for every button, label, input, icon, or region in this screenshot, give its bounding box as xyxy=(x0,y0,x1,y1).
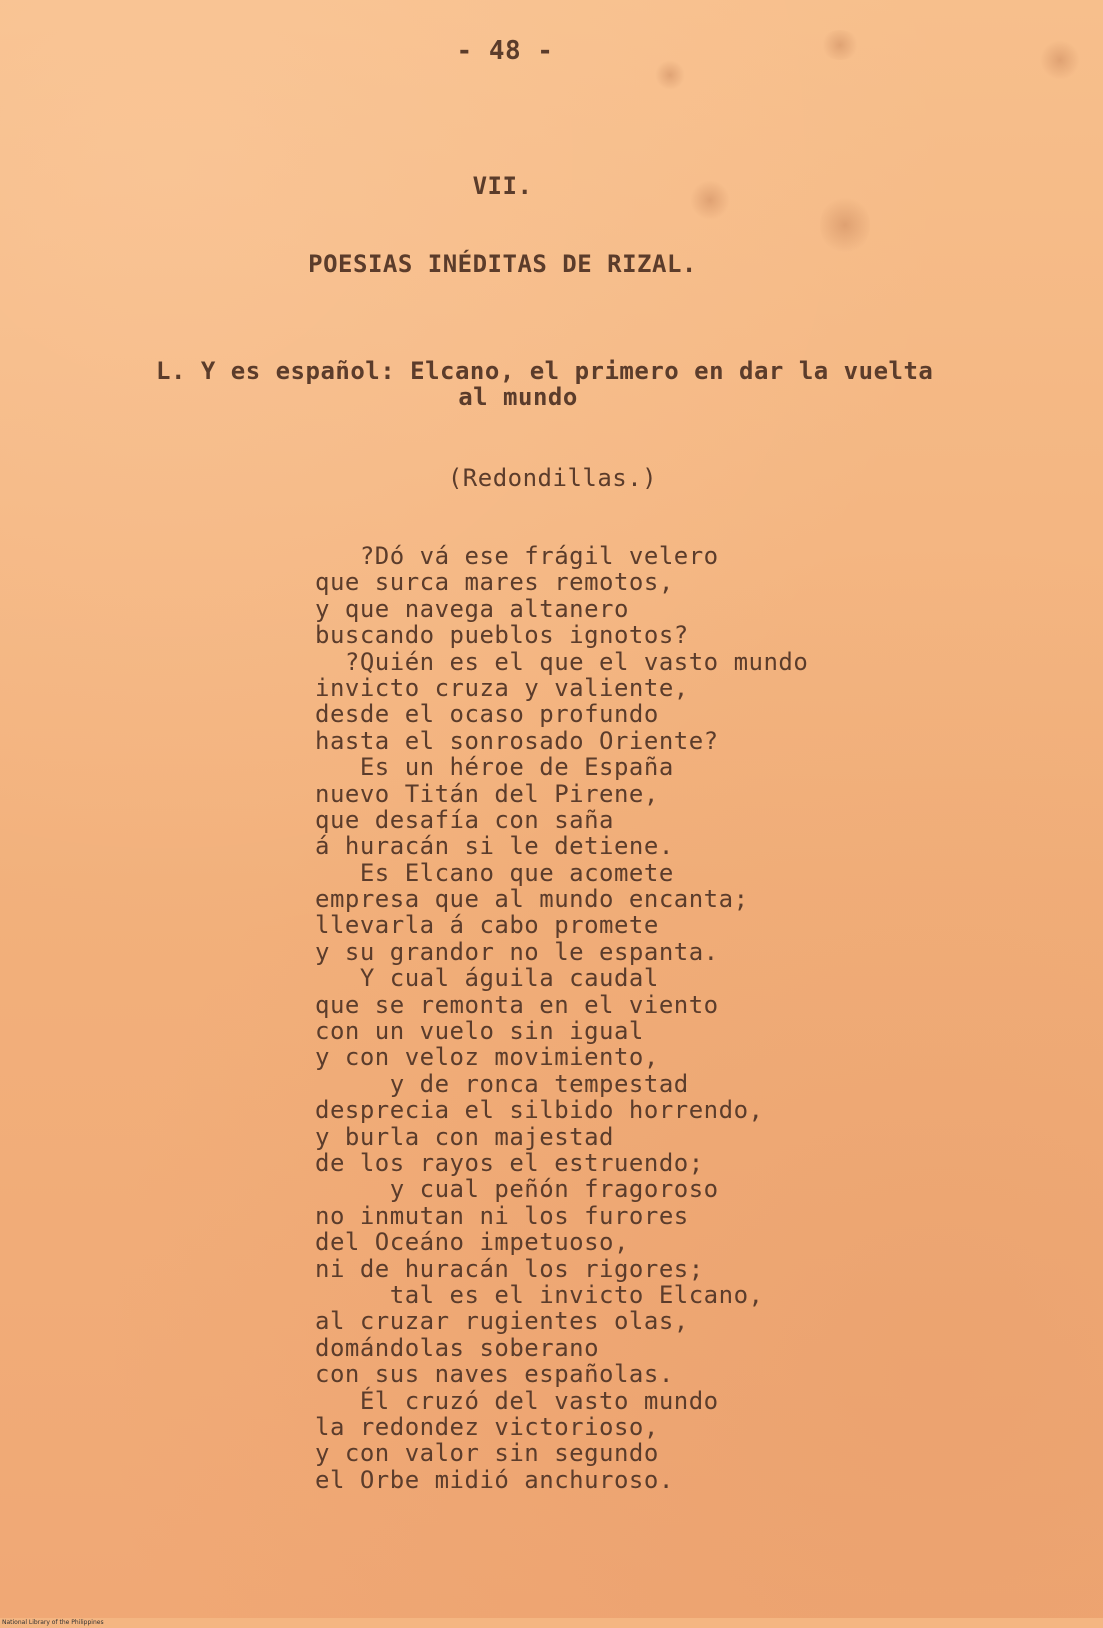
verse-line: y con valor sin segundo xyxy=(315,1439,659,1468)
verse-line: que desafía con saña xyxy=(315,805,614,834)
paper-stain xyxy=(820,195,870,255)
verse-line: Es Elcano que acomete xyxy=(315,858,674,887)
verse-line: á huracán si le detiene. xyxy=(315,832,674,861)
verse-line: ?Quién es el que el vasto mundo xyxy=(315,647,809,676)
verse-line: hasta el sonrosado Oriente? xyxy=(315,726,719,755)
verse-line: que surca mares remotos, xyxy=(315,568,674,597)
verse-line: con un vuelo sin igual xyxy=(315,1017,644,1046)
verse-line: y burla con majestad xyxy=(315,1122,614,1151)
verse-line: desde el ocaso profundo xyxy=(315,700,659,729)
verse-line: de los rayos el estruendo; xyxy=(315,1148,704,1177)
verse-line: ni de huracán los rigores; xyxy=(315,1254,704,1283)
verse-line: del Oceáno impetuoso, xyxy=(315,1228,629,1257)
verse-line: al cruzar rugientes olas, xyxy=(315,1307,689,1336)
section-title: POESIAS INÉDITAS DE RIZAL. xyxy=(308,250,697,278)
section-number: VII. xyxy=(472,172,533,200)
verse-line: la redondez victorioso, xyxy=(315,1412,659,1441)
verse-line: no inmutan ni los furores xyxy=(315,1201,689,1230)
page-number: - 48 - xyxy=(456,36,554,66)
verse-line: y con veloz movimiento, xyxy=(315,1043,659,1072)
verse-line: el Orbe midió anchuroso. xyxy=(315,1465,674,1494)
verse-line: empresa que al mundo encanta; xyxy=(315,885,749,914)
verse-line: llevarla á cabo promete xyxy=(315,911,659,940)
paper-stain xyxy=(1040,40,1080,80)
verse-line: desprecia el silbido horrendo, xyxy=(315,1096,764,1125)
poem-title-line-1: L. Y es español: Elcano, el primero en dar la vuelta xyxy=(156,357,934,385)
verse-line: y de ronca tempestad xyxy=(315,1069,689,1098)
verse-line: ?Dó vá ese frágil velero xyxy=(315,542,719,570)
verse-line: y que navega altanero xyxy=(315,594,629,623)
verse-line: domándolas soberano xyxy=(315,1333,600,1362)
poem-verses xyxy=(315,543,1035,1493)
verse-line: Y cual águila caudal xyxy=(315,964,659,993)
verse-line: que se remonta en el viento xyxy=(315,990,719,1019)
verse-line: con sus naves españolas. xyxy=(315,1360,674,1389)
verse-line: y su grandor no le espanta. xyxy=(315,937,719,966)
verse-line: nuevo Titán del Pirene, xyxy=(315,779,659,808)
verse-line: Él cruzó del vasto mundo xyxy=(315,1386,719,1415)
verse-line: invicto cruza y valiente, xyxy=(315,673,689,702)
verse-line: y cual peñón fragoroso xyxy=(315,1175,719,1204)
poem-title-line-2: al mundo xyxy=(458,383,578,411)
verse-line: tal es el invicto Elcano, xyxy=(315,1280,764,1309)
poem-form: (Redondillas.) xyxy=(447,464,658,492)
library-credit: National Library of the Philippines xyxy=(2,1619,104,1626)
verse-line: buscando pueblos ignotos? xyxy=(315,621,689,650)
verse-line: Es un héroe de España xyxy=(315,753,674,782)
